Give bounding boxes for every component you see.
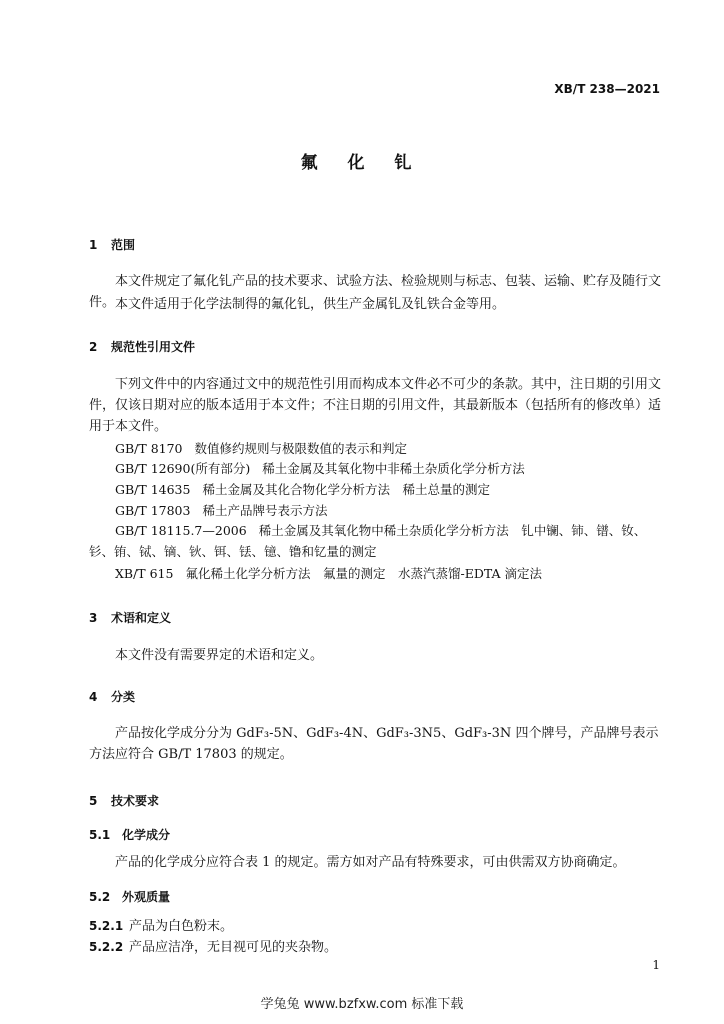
reference-item (115, 459, 675, 479)
section-1-heading (89, 236, 135, 253)
reference-code: GB/T 18115.7—2006 (115, 523, 247, 538)
subsection-title: 外观质量 (122, 890, 171, 904)
clause-5-2-1 (89, 915, 233, 934)
subsection-5-1-heading (89, 826, 170, 843)
reference-code: GB/T 8170 (115, 441, 183, 456)
clause-text: 产品为白色粉末。 (129, 919, 234, 934)
section-number: 4 (89, 690, 98, 704)
section-1-paragraph-2: 本文件适用于化学法制得的氟化钆，供生产金属钆及钆铁合金等用。 (115, 297, 506, 312)
reference-title: 稀土产品牌号表示方法 (202, 503, 328, 518)
section-number: 2 (89, 340, 98, 354)
document-title: 氟 化 钆 (300, 153, 424, 173)
section-4-heading (89, 688, 135, 705)
subsection-5-2-heading (89, 888, 170, 905)
section-2-intro: 下列文件中的内容通过文中的规范性引用而构成本文件必不可少的条款。其中，注日期的引用文件，仅该日期对应的版本适用于本文件；不注日期的引用文件，其最新版本（包括所有的修改单）适用于本文件。 (89, 377, 662, 434)
subsection-number: 5.1 (89, 828, 111, 842)
section-title: 规范性引用文件 (111, 340, 196, 354)
section-number: 3 (89, 611, 98, 625)
section-3-heading (89, 609, 171, 626)
reference-item (115, 480, 675, 500)
section-2-heading (89, 338, 195, 355)
section-number: 1 (89, 238, 98, 252)
subsection-5-1-paragraph: 产品的化学成分应符合表 1 的规定。需方如对产品有特殊要求，可由供需双方协商确定。 (115, 855, 626, 870)
reference-code: GB/T 12690(所有部分) (115, 461, 251, 476)
reference-code: XB/T 615 (115, 566, 174, 581)
reference-code: GB/T 17803 (115, 503, 191, 518)
section-title: 术语和定义 (111, 611, 172, 625)
subsection-title: 化学成分 (122, 828, 171, 842)
standard-number: XB/T 238—2021 (554, 82, 660, 96)
reference-title: 数值修约规则与极限数值的表示和判定 (194, 441, 408, 456)
clause-number: 5.2.1 (89, 919, 124, 933)
reference-title: 稀土金属及其化合物化学分析方法 稀土总量的测定 (202, 482, 490, 497)
section-5-heading (89, 792, 159, 809)
section-4-paragraph: 产品按化学成分分为 GdF₃-5N、GdF₃-4N、GdF₃-3N5、GdF₃-3N 四个牌号，产品牌号表示方法应符合 GB/T 17803 的规定。 (89, 726, 659, 762)
reference-item (115, 439, 675, 459)
reference-item (115, 501, 675, 521)
section-title: 范围 (111, 238, 136, 252)
clause-text: 产品应洁净，无目视可见的夹杂物。 (129, 940, 338, 955)
section-number: 5 (89, 794, 98, 808)
clause-5-2-2 (89, 936, 337, 955)
reference-item (89, 520, 669, 562)
footer-watermark: 学兔兔 www.bzfxw.com 标准下载 (260, 997, 464, 1012)
reference-title: 氟化稀土化学分析方法 氟量的测定 水蒸汽蒸馏-EDTA 滴定法 (185, 566, 542, 581)
clause-number: 5.2.2 (89, 940, 124, 954)
section-title: 分类 (111, 690, 136, 704)
section-3-paragraph: 本文件没有需要界定的术语和定义。 (115, 648, 324, 663)
page-number: 1 (652, 958, 660, 972)
reference-title: 稀土金属及其氧化物中稀土杂质化学分析方法 钆中镧、铈、镨、钕、钐、铕、铽、镝、钬、铒、铥、镱、镥和钇量的测定 (89, 523, 647, 559)
reference-item (115, 564, 675, 584)
section-1-paragraph-1: 本文件规定了氟化钆产品的技术要求、试验方法、检验规则与标志、包装、运输、贮存及随行文件。 (89, 274, 662, 310)
reference-title: 稀土金属及其氧化物中非稀土杂质化学分析方法 (262, 461, 525, 476)
section-title: 技术要求 (111, 794, 160, 808)
reference-code: GB/T 14635 (115, 482, 191, 497)
subsection-number: 5.2 (89, 890, 111, 904)
